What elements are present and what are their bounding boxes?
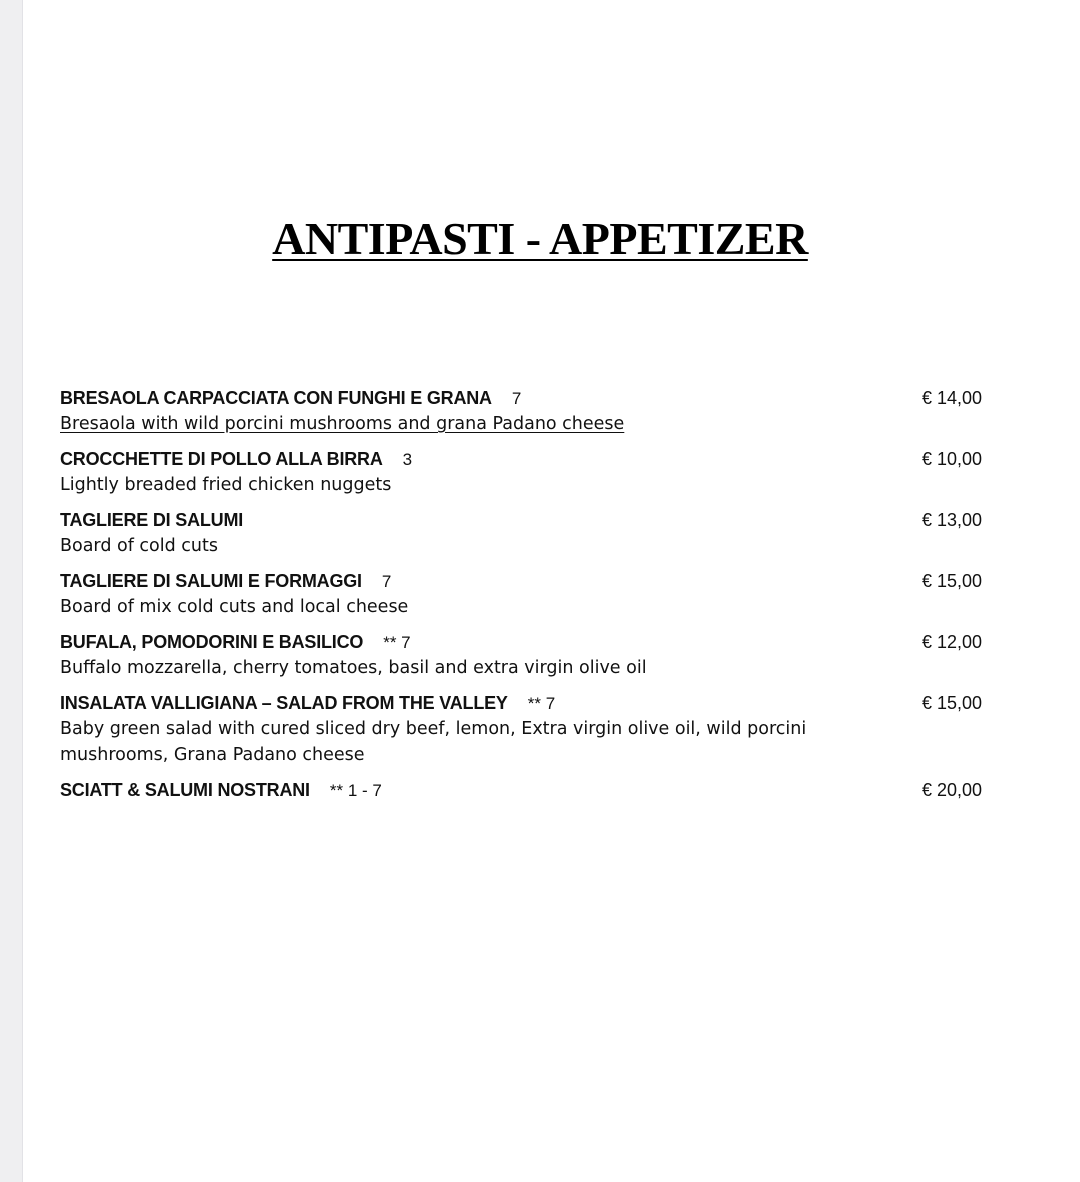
menu-item-name: TAGLIERE DI SALUMI E FORMAGGI	[60, 571, 362, 591]
menu-list	[60, 385, 990, 812]
menu-item-header	[60, 446, 990, 472]
menu-item-description: Bresaola with wild porcini mushrooms and grana Padano cheese	[60, 414, 625, 434]
page-title	[0, 210, 1080, 268]
menu-item-description: Lightly breaded fried chicken nuggets	[60, 475, 392, 495]
menu-item-name: TAGLIERE DI SALUMI	[60, 510, 244, 530]
menu-item	[60, 507, 990, 559]
menu-item-header	[60, 690, 990, 716]
menu-item-allergens: ** 1 - 7	[329, 781, 382, 800]
menu-item	[60, 690, 990, 768]
menu-item	[60, 568, 990, 620]
menu-item	[60, 777, 990, 803]
menu-item-header	[60, 385, 990, 411]
menu-item-header	[60, 507, 990, 533]
menu-item-price: € 13,00	[921, 510, 982, 530]
menu-item-description: Board of cold cuts	[60, 536, 218, 556]
menu-item-allergens: ** 7	[383, 633, 411, 652]
menu-item-price: € 14,00	[921, 388, 982, 408]
menu-item-price: € 15,00	[921, 693, 982, 713]
menu-item-price: € 15,00	[921, 571, 982, 591]
menu-item	[60, 385, 990, 437]
menu-item-name: SCIATT & SALUMI NOSTRANI	[60, 780, 310, 800]
menu-item-header	[60, 568, 990, 594]
menu-item-description: Buffalo mozzarella, cherry tomatoes, basil and extra virgin olive oil	[60, 658, 647, 678]
menu-item	[60, 629, 990, 681]
menu-item-name: BUFALA, POMODORINI E BASILICO	[60, 632, 364, 652]
menu-item-description: Board of mix cold cuts and local cheese	[60, 597, 409, 617]
menu-item-name: CROCCHETTE DI POLLO ALLA BIRRA	[60, 449, 383, 469]
page-title-text: ANTIPASTI - APPETIZER	[272, 213, 808, 264]
menu-item-allergens: 3	[402, 450, 413, 469]
menu-item-name: BRESAOLA CARPACCIATA CON FUNGHI E GRANA	[60, 388, 492, 408]
menu-item-allergens: 7	[381, 572, 392, 591]
viewer-left-margin	[0, 0, 23, 1182]
menu-item-header	[60, 777, 990, 803]
menu-item-price: € 10,00	[921, 449, 982, 469]
menu-item-allergens: 7	[511, 389, 522, 408]
menu-item	[60, 446, 990, 498]
menu-item-price: € 12,00	[921, 632, 982, 652]
menu-item-header	[60, 629, 990, 655]
menu-item-allergens: ** 7	[527, 694, 556, 713]
menu-item-price: € 20,00	[921, 780, 982, 800]
menu-item-name: INSALATA VALLIGIANA – SALAD FROM THE VALLEY	[60, 693, 508, 713]
menu-item-description: Baby green salad with cured sliced dry beef, lemon, Extra virgin olive oil, wild porcini mushrooms, Grana Padano cheese	[60, 719, 807, 765]
